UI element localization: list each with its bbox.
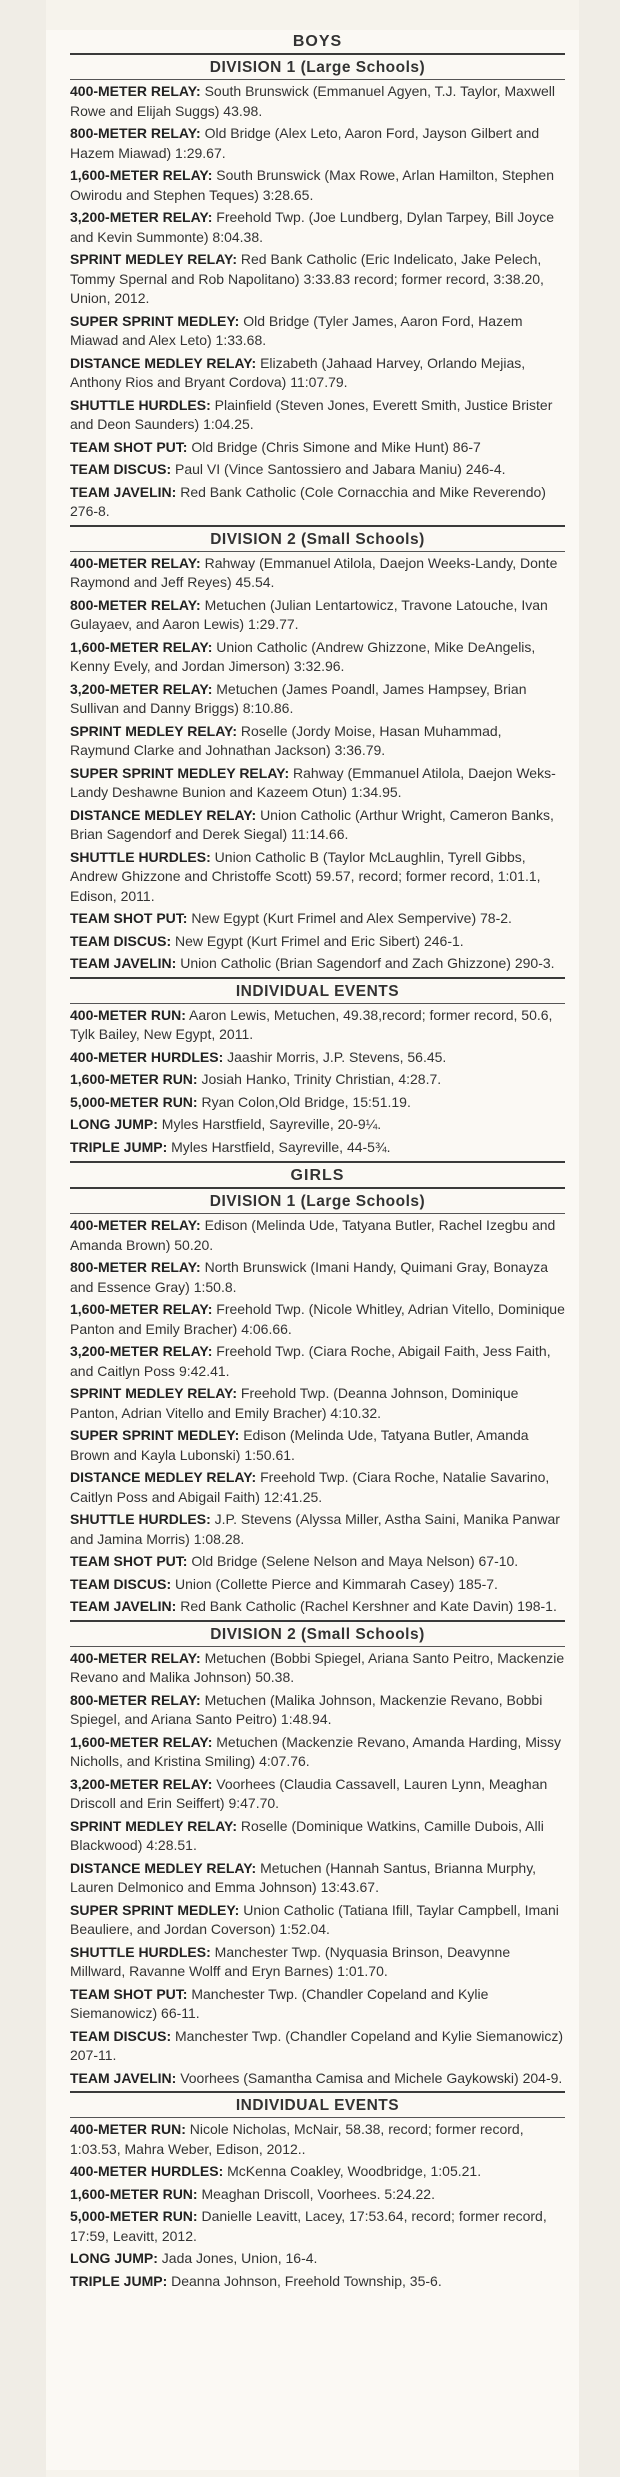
event-label: 400-METER HURDLES: xyxy=(70,1048,224,1065)
event-result: North Brunswick (Imani Handy, Quimani Gray, Bonayza and Essence Gray) 1:50.8. xyxy=(70,1259,548,1295)
event-result: Danielle Leavitt, Lacey, 17:53.64, record; former record, 17:59, Leavitt, 2012. xyxy=(70,2208,547,2244)
event-result: Old Bridge (Alex Leto, Aaron Ford, Jayson Gilbert and Hazem Miawad) 1:29.67. xyxy=(70,125,540,161)
event-result: Old Bridge (Chris Simone and Mike Hunt) 86-7 xyxy=(191,438,481,455)
result-entry xyxy=(70,1649,565,1688)
event-label: TEAM SHOT PUT: xyxy=(70,1985,188,2002)
event-label: SPRINT MEDLEY RELAY: xyxy=(70,251,237,267)
divider xyxy=(70,1187,565,1189)
event-result: Edison (Melinda Ude, Tatyana Butler, Rachel Izegbu and Amanda Brown) 50.20. xyxy=(70,1217,556,1253)
event-label: SHUTTLE HURDLES: xyxy=(70,1511,211,1527)
result-entry xyxy=(70,2272,565,2292)
result-entry xyxy=(70,1115,565,1135)
event-result: Rahway (Emmanuel Atilola, Daejon Weks-Landy Deshawne Bunion and Kazeem Otun) 1:34.95. xyxy=(70,764,556,800)
event-result: McKenna Coakley, Woodbridge, 1:05.21. xyxy=(227,2163,482,2179)
girls-div2-results xyxy=(70,1649,565,2089)
event-label: TEAM SHOT PUT: xyxy=(70,438,188,455)
result-entry xyxy=(70,1300,565,1339)
boys-heading: BOYS xyxy=(292,33,343,50)
result-entry xyxy=(70,2207,565,2246)
event-result: Deanna Johnson, Freehold Township, 35-6. xyxy=(171,2272,442,2289)
event-result: Red Bank Catholic (Rachel Kershner and Kate Davin) 198-1. xyxy=(180,1598,557,1614)
event-result: Red Bank Catholic (Cole Cornacchia and Mike Reverendo) 276-8. xyxy=(70,483,546,519)
event-result: Old Bridge (Tyler James, Aaron Ford, Hazem Miawad and Alex Leto) 1:33.68. xyxy=(70,312,523,348)
result-entry xyxy=(70,1985,565,2024)
result-entry xyxy=(70,2120,565,2159)
event-result: Freehold Twp. (Ciara Roche, Natalie Savarino, Caitlyn Poss and Abigail Faith) 12:41.25. xyxy=(70,1469,550,1505)
divider xyxy=(70,1620,565,1622)
event-result: Old Bridge (Selene Nelson and Maya Nelson) 67-10. xyxy=(191,1553,519,1569)
event-label: 3,200-METER RELAY: xyxy=(70,1343,213,1359)
page-margin-left xyxy=(0,0,46,2477)
event-result: Metuchen (Mackenzie Revano, Amanda Harding, Missy Nicholls, and Kristina Smiling) 4:07.76. xyxy=(70,1733,561,1769)
result-entry xyxy=(70,1048,565,1068)
result-entry xyxy=(70,680,565,719)
event-result: Metuchen (Hannah Santus, Brianna Murphy, Lauren Delmonico and Emma Johnson) 13:43.67. xyxy=(70,1859,537,1895)
result-entry xyxy=(70,2069,565,2089)
event-result: Manchester Twp. (Chandler Copeland and Kylie Siemanowicz) 66-11. xyxy=(70,1985,489,2021)
event-label: 400-METER RELAY: xyxy=(70,554,201,571)
event-label: SUPER SPRINT MEDLEY: xyxy=(70,1901,240,1918)
boys-div2-heading: DIVISION 2 (Small Schools) xyxy=(210,530,425,548)
result-entry xyxy=(70,1138,565,1158)
result-entry xyxy=(70,2027,565,2066)
boys-section xyxy=(70,30,565,1157)
result-entry xyxy=(70,1426,565,1465)
event-result: Manchester Twp. (Nyquasia Brinson, Deavynne Millward, Ravanne Wolff and Eryn Barnes) 1:01.70. xyxy=(70,1943,511,1979)
event-label: DISTANCE MEDLEY RELAY: xyxy=(70,354,257,371)
result-entry xyxy=(70,2162,565,2182)
event-label: SPRINT MEDLEY RELAY: xyxy=(70,722,237,739)
result-entry xyxy=(70,596,565,635)
result-entry xyxy=(70,954,565,974)
event-label: TRIPLE JUMP: xyxy=(70,1138,168,1155)
event-result: Metuchen (Bobbi Spiegel, Ariana Santo Peitro, Mackenzie Revano and Malika Johnson) 50.38. xyxy=(70,1649,565,1685)
event-result: Jada Jones, Union, 16-4. xyxy=(161,2250,318,2266)
divider xyxy=(70,1213,565,1214)
event-label: 3,200-METER RELAY: xyxy=(70,1775,213,1792)
result-entry xyxy=(70,722,565,761)
event-label: SUPER SPRINT MEDLEY: xyxy=(70,312,240,329)
divider xyxy=(70,1161,565,1163)
result-entry xyxy=(70,1943,565,1982)
event-result: Union Catholic (Arthur Wright, Cameron Banks, Brian Sagendorf and Derek Siegal) 11:14.66. xyxy=(70,806,554,842)
boys-div1-results xyxy=(70,82,565,522)
result-entry xyxy=(70,460,565,480)
event-result: Meaghan Driscoll, Voorhees. 5:24.22. xyxy=(201,2185,435,2202)
result-entry xyxy=(70,2185,565,2205)
result-entry xyxy=(70,638,565,677)
divider xyxy=(70,1646,565,1647)
event-result: Elizabeth (Jahaad Harvey, Orlando Mejias, Anthony Rios and Bryant Cordova) 11:07.79. xyxy=(70,354,526,390)
boys-div1-heading: DIVISION 1 (Large Schools) xyxy=(209,59,426,76)
event-label: 400-METER RELAY: xyxy=(70,83,201,99)
event-label: 5,000-METER RUN: xyxy=(70,2208,198,2224)
girls-individual-heading: INDIVIDUAL EVENTS xyxy=(235,2097,400,2114)
divider xyxy=(70,79,565,80)
event-label: 400-METER RELAY: xyxy=(70,1649,201,1666)
event-label: 800-METER RELAY: xyxy=(70,1691,201,1708)
girls-div1-results xyxy=(70,1216,565,1617)
event-result: Myles Harstfield, Sayreville, 44-5¾. xyxy=(171,1138,391,1155)
event-result: Union Catholic B (Taylor McLaughlin, Tyrell Gibbs, Andrew Ghizzone and Christoffe Scott) 59.57, record; former record, 1:01.1, Edison, 2011. xyxy=(70,848,541,904)
event-label: LONG JUMP: xyxy=(70,1116,158,1132)
result-entry xyxy=(70,483,565,522)
result-entry xyxy=(70,1070,565,1090)
event-label: SHUTTLE HURDLES: xyxy=(70,1943,211,1960)
event-label: SHUTTLE HURDLES: xyxy=(70,396,211,413)
event-label: 3,200-METER RELAY: xyxy=(70,680,213,697)
event-result: Jaashir Morris, J.P. Stevens, 56.45. xyxy=(227,1048,447,1065)
event-label: 1,600-METER RELAY: xyxy=(70,1733,213,1750)
event-result: Ryan Colon,Old Bridge, 15:51.19. xyxy=(201,1093,411,1110)
event-result: Freehold Twp. (Nicole Whitley, Adrian Vitello, Dominique Panton and Emily Bracher) 4:06.66. xyxy=(70,1301,565,1337)
event-label: TEAM SHOT PUT: xyxy=(70,910,188,926)
event-label: 400-METER HURDLES: xyxy=(70,2163,224,2179)
event-result: Rahway (Emmanuel Atilola, Daejon Weeks-Landy, Donte Raymond and Jeff Reyes) 45.54. xyxy=(70,554,558,590)
result-entry xyxy=(70,932,565,952)
event-result: South Brunswick (Emmanuel Agyen, T.J. Taylor, Maxwell Rowe and Elijah Suggs) 43.98. xyxy=(70,83,556,119)
boys-individual-heading: INDIVIDUAL EVENTS xyxy=(235,982,400,1000)
results-content xyxy=(46,30,579,2291)
divider xyxy=(70,551,565,552)
event-result: Union Catholic (Brian Sagendorf and Zach Ghizzone) 290-3. xyxy=(180,955,555,971)
event-result: Josiah Hanko, Trinity Christian, 4:28.7. xyxy=(201,1071,442,1087)
event-label: SUPER SPRINT MEDLEY RELAY: xyxy=(70,764,290,781)
result-entry xyxy=(70,1006,565,1045)
girls-section xyxy=(70,1161,565,2291)
result-entry xyxy=(70,764,565,803)
event-result: Plainfield (Steven Jones, Everett Smith, Justice Brister and Deon Saunders) 1:04.25. xyxy=(70,396,553,432)
result-entry xyxy=(70,848,565,907)
result-entry xyxy=(70,250,565,309)
event-label: TEAM DISCUS: xyxy=(70,461,172,477)
event-label: 800-METER RELAY: xyxy=(70,1259,201,1275)
event-label: DISTANCE MEDLEY RELAY: xyxy=(70,1469,257,1485)
event-label: DISTANCE MEDLEY RELAY: xyxy=(70,1859,257,1876)
event-label: 1,600-METER RELAY: xyxy=(70,638,213,655)
event-label: 400-METER RUN: xyxy=(70,1006,186,1023)
result-entry xyxy=(70,1342,565,1381)
result-entry xyxy=(70,396,565,435)
event-label: DISTANCE MEDLEY RELAY: xyxy=(70,806,257,823)
result-entry xyxy=(70,1775,565,1814)
event-label: 800-METER RELAY: xyxy=(70,596,201,613)
results-column xyxy=(46,30,579,2470)
event-result: Voorhees (Claudia Cassavell, Lauren Lynn, Meaghan Driscoll and Erin Seiffert) 9:47.70. xyxy=(70,1775,548,1811)
event-label: 400-METER RUN: xyxy=(70,2121,186,2137)
boys-individual-results xyxy=(70,1006,565,1158)
divider xyxy=(70,2091,565,2093)
event-label: 1,600-METER RELAY: xyxy=(70,1301,213,1317)
result-entry xyxy=(70,312,565,351)
event-result: J.P. Stevens (Alyssa Miller, Astha Saini, Manika Panwar and Jamina Morris) 1:08.28. xyxy=(70,1511,560,1547)
event-label: 1,600-METER RUN: xyxy=(70,1071,198,1087)
result-entry xyxy=(70,354,565,393)
event-result: Aaron Lewis, Metuchen, 49.38,record; former record, 50.6, Tylk Bailey, New Egypt, 2011. xyxy=(70,1006,553,1042)
event-result: Metuchen (James Poandl, James Hampsey, Brian Sullivan and Danny Briggs) 8:10.86. xyxy=(70,680,527,716)
result-entry xyxy=(70,1733,565,1772)
event-result: Freehold Twp. (Joe Lundberg, Dylan Tarpey, Bill Joyce and Kevin Summonte) 8:04.38. xyxy=(70,209,555,245)
result-entry xyxy=(70,1468,565,1507)
event-label: 1,600-METER RUN: xyxy=(70,2185,198,2202)
event-label: 800-METER RELAY: xyxy=(70,125,201,141)
result-entry xyxy=(70,1817,565,1856)
result-entry xyxy=(70,554,565,593)
divider xyxy=(70,2117,565,2118)
event-result: New Egypt (Kurt Frimel and Eric Sibert) 246-1. xyxy=(175,932,464,949)
event-label: LONG JUMP: xyxy=(70,2250,158,2266)
event-result: Voorhees (Samantha Camisa and Michele Gaykowski) 204-9. xyxy=(180,2069,563,2086)
event-label: TEAM DISCUS: xyxy=(70,1575,172,1592)
event-result: Union (Collette Pierce and Kimmarah Casey) 185-7. xyxy=(175,1575,498,1592)
result-entry xyxy=(70,1575,565,1595)
event-label: SHUTTLE HURDLES: xyxy=(70,848,211,865)
result-entry xyxy=(70,82,565,121)
event-label: SPRINT MEDLEY RELAY: xyxy=(70,1385,237,1401)
page-margin-right xyxy=(579,0,620,2477)
result-entry xyxy=(70,1901,565,1940)
boys-div2-results xyxy=(70,554,565,974)
girls-div1-heading: DIVISION 1 (Large Schools) xyxy=(209,1193,426,1210)
result-entry xyxy=(70,806,565,845)
result-entry xyxy=(70,1384,565,1423)
divider xyxy=(70,977,565,979)
divider xyxy=(70,525,565,527)
event-result: Edison (Melinda Ude, Tatyana Butler, Amanda Brown and Kayla Lubonski) 1:50.61. xyxy=(70,1427,529,1463)
divider xyxy=(70,1003,565,1004)
result-entry xyxy=(70,166,565,205)
result-entry xyxy=(70,1552,565,1572)
result-entry xyxy=(70,124,565,163)
result-entry xyxy=(70,909,565,929)
event-result: Paul VI (Vince Santossiero and Jabara Maniu) 246-4. xyxy=(175,461,506,477)
event-result: Freehold Twp. (Ciara Roche, Abigail Faith, Jess Faith, and Caitlyn Poss 9:42.41. xyxy=(70,1343,551,1379)
event-result: Union Catholic (Andrew Ghizzone, Mike DeAngelis, Kenny Evely, and Jordan Jimerson) 3:32.96. xyxy=(70,638,536,674)
event-label: TEAM DISCUS: xyxy=(70,2027,172,2044)
result-entry xyxy=(70,1597,565,1617)
event-result: Nicole Nicholas, McNair, 58.38, record; former record, 1:03.53, Mahra Weber, Edison, 2012.. xyxy=(70,2121,524,2157)
event-result: Red Bank Catholic (Eric Indelicato, Jake Pelech, Tommy Spernal and Rob Napolitano) 3:33.83 record; former record, 3:38.20, Union, 2012. xyxy=(70,251,544,306)
event-result: Manchester Twp. (Chandler Copeland and Kylie Siemanowicz) 207-11. xyxy=(70,2027,564,2063)
event-label: SPRINT MEDLEY RELAY: xyxy=(70,1817,237,1834)
result-entry xyxy=(70,1691,565,1730)
event-result: Roselle (Dominique Watkins, Camille Dubois, Alli Blackwood) 4:28.51. xyxy=(70,1817,544,1853)
event-label: 5,000-METER RUN: xyxy=(70,1093,198,1110)
event-label: SUPER SPRINT MEDLEY: xyxy=(70,1427,240,1443)
event-label: TEAM JAVELIN: xyxy=(70,1598,177,1614)
event-label: TEAM JAVELIN: xyxy=(70,483,177,500)
divider xyxy=(70,53,565,55)
event-label: TEAM DISCUS: xyxy=(70,932,172,949)
result-entry xyxy=(70,1093,565,1113)
result-entry xyxy=(70,1859,565,1898)
result-entry xyxy=(70,438,565,458)
event-result: New Egypt (Kurt Frimel and Alex Sempervive) 78-2. xyxy=(191,910,512,926)
event-label: 400-METER RELAY: xyxy=(70,1217,201,1233)
result-entry xyxy=(70,208,565,247)
event-label: TEAM JAVELIN: xyxy=(70,2069,177,2086)
event-label: TRIPLE JUMP: xyxy=(70,2272,168,2289)
result-entry xyxy=(70,1216,565,1255)
event-result: Union Catholic (Tatiana Ifill, Taylar Campbell, Imani Beauliere, and Jordan Coverson) 1:52.04. xyxy=(70,1901,559,1937)
event-label: TEAM SHOT PUT: xyxy=(70,1553,188,1569)
event-label: TEAM JAVELIN: xyxy=(70,955,177,971)
event-result: Roselle (Jordy Moise, Hasan Muhammad, Raymund Clarke and Johnathan Jackson) 3:36.79. xyxy=(70,722,502,758)
event-result: Freehold Twp. (Deanna Johnson, Dominique Panton, Adrian Vitello and Emily Bracher) 4:10.32. xyxy=(70,1385,519,1421)
result-entry xyxy=(70,2249,565,2269)
event-result: Myles Harstfield, Sayreville, 20-9¼. xyxy=(161,1116,382,1132)
result-entry xyxy=(70,1258,565,1297)
event-label: 3,200-METER RELAY: xyxy=(70,209,213,225)
girls-div2-heading: DIVISION 2 (Small Schools) xyxy=(210,1625,425,1643)
event-result: Metuchen (Julian Lentartowicz, Travone Latouche, Ivan Gulayaev, and Aaron Lewis) 1:29.77. xyxy=(70,596,548,632)
event-result: South Brunswick (Max Rowe, Arlan Hamilton, Stephen Owirodu and Stephen Teques) 3:28.65. xyxy=(70,167,554,203)
girls-individual-results xyxy=(70,2120,565,2291)
result-entry xyxy=(70,1510,565,1549)
event-result: Metuchen (Malika Johnson, Mackenzie Revano, Bobbi Spiegel, and Ariana Santo Peitro) 1:48.94. xyxy=(70,1691,543,1727)
event-label: 1,600-METER RELAY: xyxy=(70,167,213,183)
girls-heading: GIRLS xyxy=(290,1167,345,1184)
